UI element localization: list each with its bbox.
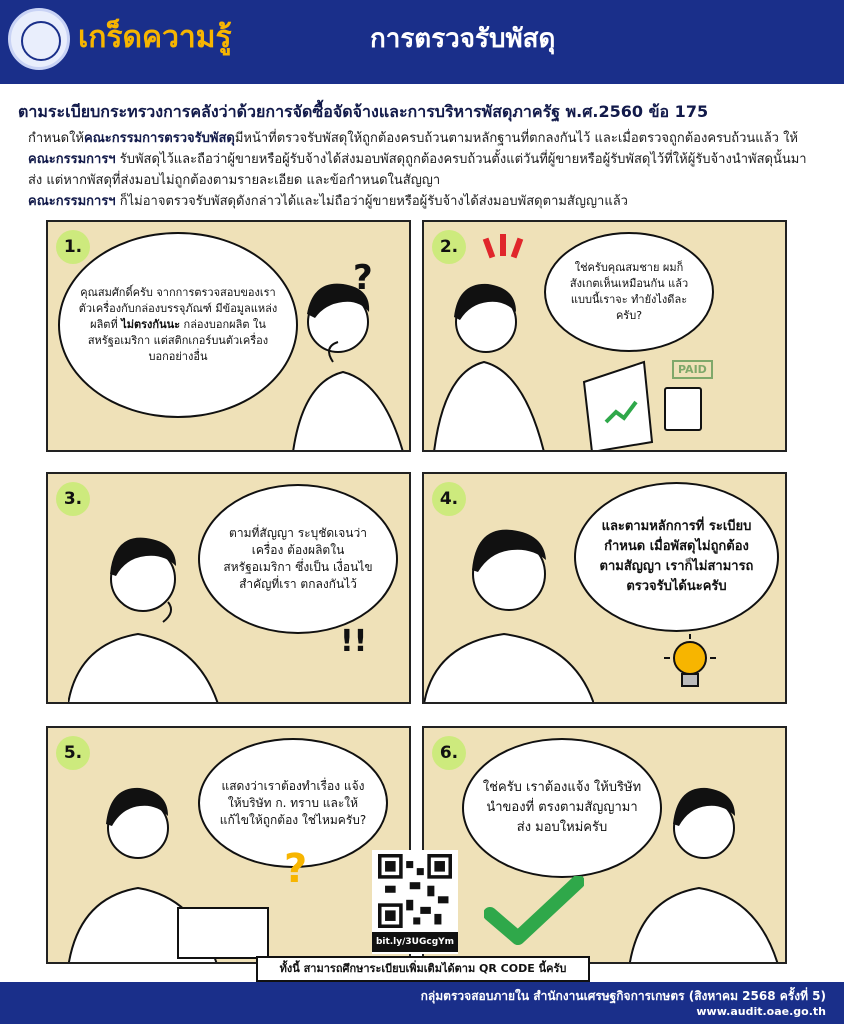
exclamation-icon xyxy=(486,234,526,264)
speech-bubble: คุณสมศักดิ์ครับ จากการตรวจสอบของเรา ตัวเครื่องกับกล่องบรรจุภัณฑ์ มีข้อมูลแหล่งผลิตที่ ไม่ตรงกันนะ กล่องบอกผลิต ในสหรัฐอเมริกา แต่สติกเกอร์บนตัวเครื่อง บอกอย่างอื่น xyxy=(58,232,298,418)
comic-panel-4 xyxy=(422,472,787,704)
header-bar xyxy=(0,0,844,84)
footer-credit: กลุ่มตรวจสอบภายใน สำนักงานเศรษฐกิจการเกษตร (สิงหาคม 2568 ครั้งที่ 5) xyxy=(420,989,826,1003)
receipt-icon xyxy=(664,387,702,431)
topic-title: การตรวจรับพัสดุ xyxy=(370,24,556,54)
speech-bubble: ใช่ครับคุณสมชาย ผมก็สังเกตเห็นเหมือนกัน แล้วแบบนี้เราจะ ทำยังไงดีละครับ? xyxy=(544,232,714,352)
speech-bubble: และตามหลักการที่ ระเบียบกำหนด เมื่อพัสดุไม่ถูกต้อง ตามสัญญา เราก็ไม่สามารถ ตรวจรับได้นะครับ xyxy=(574,482,779,632)
speech-bubble: แสดงว่าเราต้องทำเรื่อง แจ้งให้บริษัท ก. ทราบ และให้แก้ไขให้ถูกต้อง ใช่ไหมครับ? xyxy=(198,738,388,868)
regulation-body: กำหนดให้คณะกรรมการตรวจรับพัสดุมีหน้าที่ตรวจรับพัสดุให้ถูกต้องครบถ้วนตามหลักฐานที่ตกลงกันไว้ และเมื่อตรวจถูกต้องครบถ้วนแล้ว ให้คณะกรรมการฯ รับพัสดุไว้และถือว่าผู้ขายหรือผู้รับจ้างได้ส่งมอบพัสดุถูกต้องครบถ้วนตั้งแต่วันที่ผู้ขายหรือผู้รับพัสดุไว้ที่ให้ผู้รับจ้างนำพัสดุนั้นมาส่ง แต่หากพัสดุที่ส่งมอบไม่ถูกต้องตามรายละเอียด และข้อกำหนดในสัญญา คณะกรรมการฯ ก็ไม่อาจตรวจรับพัสดุดังกล่าวได้และไม่ถือว่าผู้ขายหรือผู้รับจ้างได้ส่งมอบพัสดุตามสัญญาแล้ว xyxy=(28,131,807,209)
panel-number: 4. xyxy=(432,482,466,516)
speech-bubble: ใช่ครับ เราต้องแจ้ง ให้บริษัทนำของที่ ตรงตามสัญญามาส่ง มอบใหม่ครับ xyxy=(462,738,662,878)
panel-number: 2. xyxy=(432,230,466,264)
panel-number: 3. xyxy=(56,482,90,516)
qr-note: ทั้งนี้ สามารถศึกษาระเบียบเพิ่มเติมได้ตาม QR CODE นี้ครับ xyxy=(256,956,590,982)
comic-panel-3 xyxy=(46,472,411,704)
comic-panel-2 xyxy=(422,220,787,452)
agency-logo xyxy=(8,8,70,70)
double-exclamation-icon: !! xyxy=(340,624,368,659)
footer-website-link[interactable]: www.audit.oae.go.th xyxy=(696,1005,826,1018)
question-mark-icon: ? xyxy=(353,258,373,298)
panel-number: 5. xyxy=(56,736,90,770)
thinking-man-illustration xyxy=(263,252,411,452)
brand-title: เกร็ดความรู้ xyxy=(78,20,232,55)
question-mark-icon: ? xyxy=(284,846,308,892)
speech-bubble: ตามที่สัญญา ระบุชัดเจนว่าเครื่อง ต้องผลิตใน สหรัฐอเมริกา ซึ่งเป็น เงื่อนไขสำคัญที่เรา ตกลงกันไว้ xyxy=(198,484,398,634)
paid-stamp: PAID xyxy=(672,360,713,379)
footer-bar xyxy=(0,982,844,1024)
panel-number: 6. xyxy=(432,736,466,770)
qr-code xyxy=(378,854,452,928)
lightbulb-icon xyxy=(660,634,720,698)
thinking-man-illustration xyxy=(619,758,787,964)
comic-panel-6 xyxy=(422,726,787,964)
confident-man-illustration xyxy=(424,494,594,704)
qr-code-block[interactable] xyxy=(372,850,458,954)
regulation-title: ตามระเบียบกระทรวงการคลังว่าด้วยการจัดซื้อจัดจ้างและการบริหารพัสดุภาครัฐ พ.ศ.2560 ข้อ 175 xyxy=(18,102,709,121)
comic-panel-5 xyxy=(46,726,411,964)
panel-number: 1. xyxy=(56,230,90,264)
comic-panel-1 xyxy=(46,220,411,452)
checkmark-icon xyxy=(484,876,584,946)
qr-short-link[interactable]: bit.ly/3UGcgYm xyxy=(372,932,458,952)
